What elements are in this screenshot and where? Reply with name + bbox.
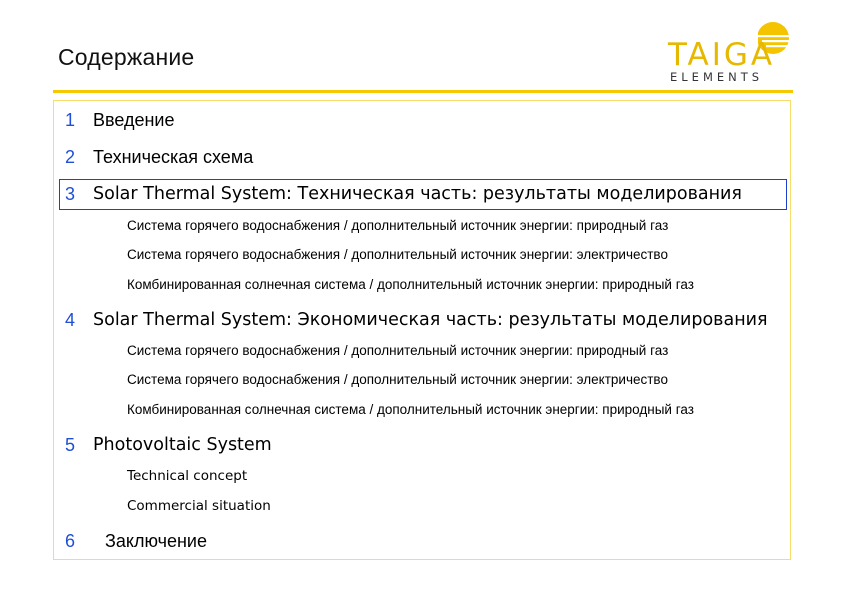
toc-subitem[interactable]: Система горячего водоснабжения / дополнительный источник энергии: электричество bbox=[127, 372, 668, 387]
header-rule bbox=[53, 90, 793, 93]
toc-subitem[interactable]: Commercial situation bbox=[127, 498, 271, 514]
section-number: 2 bbox=[65, 147, 76, 167]
toc-subitem[interactable]: Система горячего водоснабжения / дополнительный источник энергии: электричество bbox=[127, 247, 668, 262]
section-number: 6 bbox=[65, 531, 76, 551]
toc-subitem[interactable]: Система горячего водоснабжения / дополнительный источник энергии: природный газ bbox=[127, 218, 669, 233]
section-number: 1 bbox=[65, 110, 76, 130]
section-number: 5 bbox=[65, 435, 76, 455]
section-title: Solar Thermal System: Экономическая часть: результаты моделирования bbox=[93, 310, 768, 330]
section-title: Введение bbox=[93, 110, 175, 130]
logo-wordmark: TAIGA bbox=[668, 37, 776, 73]
section-number: 4 bbox=[65, 310, 76, 330]
company-logo bbox=[666, 20, 796, 86]
section-title: Заключение bbox=[105, 531, 207, 551]
page-title: Содержание bbox=[58, 44, 195, 70]
toc-subitem[interactable]: Комбинированная солнечная система / дополнительный источник энергии: природный газ bbox=[127, 402, 694, 417]
section-title: Photovoltaic System bbox=[93, 435, 272, 455]
section-title: Solar Thermal System: Техническая часть: результаты моделирования bbox=[93, 184, 742, 204]
toc-subitem[interactable]: Technical concept bbox=[127, 468, 248, 484]
toc-subitem[interactable]: Комбинированная солнечная система / дополнительный источник энергии: природный газ bbox=[127, 277, 694, 292]
toc-subitem[interactable]: Система горячего водоснабжения / дополнительный источник энергии: природный газ bbox=[127, 343, 669, 358]
section-number: 3 bbox=[65, 184, 76, 204]
section-title: Техническая схема bbox=[93, 147, 254, 167]
logo-tagline: ELEMENTS bbox=[670, 70, 764, 84]
